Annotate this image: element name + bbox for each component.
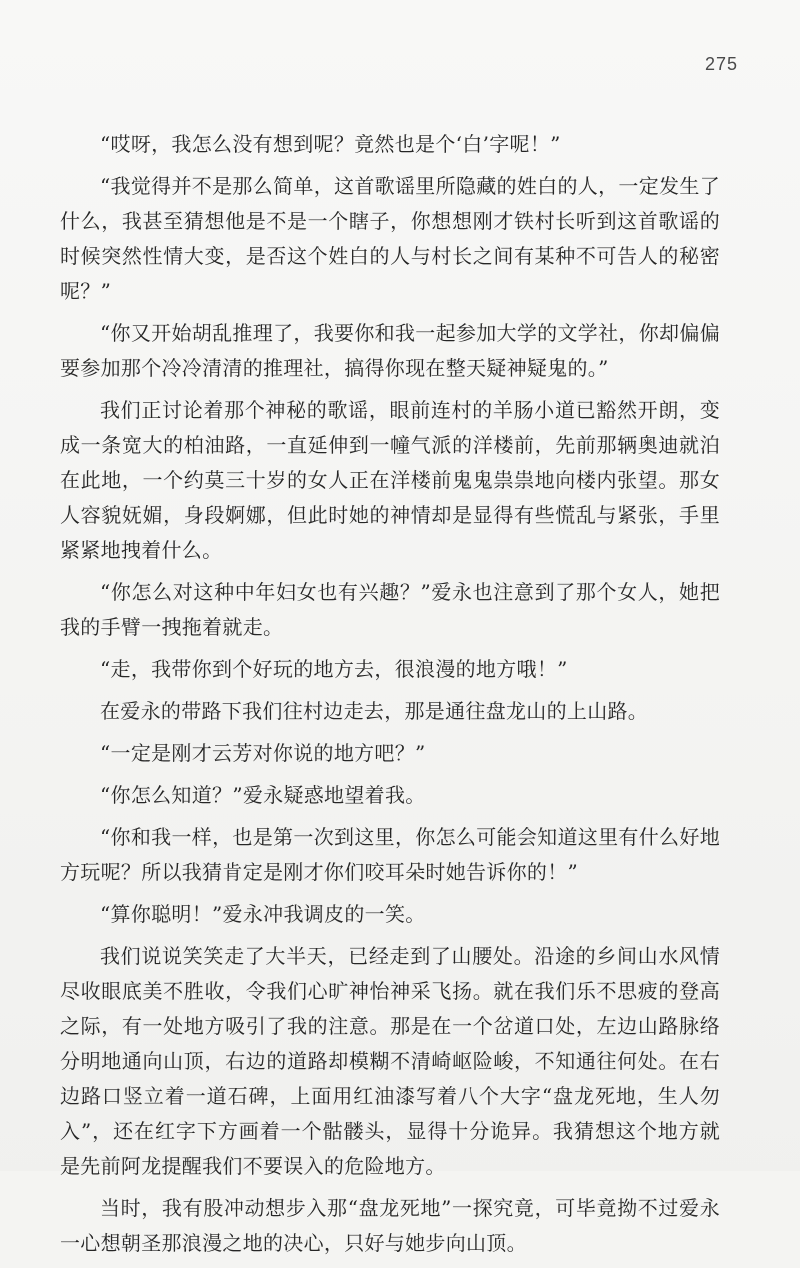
paragraph: “你又开始胡乱推理了，我要你和我一起参加大学的文学社，你却偏偏要参加那个冷冷清清的推理社，搞得你现在整天疑神疑鬼的。”: [60, 321, 720, 380]
paragraph: “我觉得并不是那么简单，这首歌谣里所隐藏的姓白的人，一定发生了什么，我甚至猜想他是不是一个瞎子，你想想刚才铁村长听到这首歌谣的时候突然性情大变，是否这个姓白的人与村长之间有某种不可告人的秘密呢？”: [60, 174, 720, 303]
paragraph: “你怎么知道？”爱永疑惑地望着我。: [100, 783, 426, 807]
paragraph: “一定是刚才云芳对你说的地方吧？”: [100, 741, 426, 765]
paragraph: 在爱永的带路下我们往村边走去，那是通往盘龙山的上山路。: [100, 699, 649, 723]
paragraph: “哎呀，我怎么没有想到呢？竟然也是个‘白’字呢！”: [100, 132, 561, 156]
paragraph: 当时，我有股冲动想步入那“盘龙死地”一探究竟，可毕竟拗不过爱永一心想朝圣那浪漫之地的决心，只好与她步向山顶。: [60, 1196, 720, 1255]
page-number: 275: [704, 54, 738, 74]
paragraph: 我们说说笑笑走了大半天，已经走到了山腰处。沿途的乡间山水风情尽收眼底美不胜收，令我们心旷神怡神采飞扬。就在我们乐不思疲的登高之际，有一处地方吸引了我的注意。那是在一个岔道口处，左边山路脉络分明地通向山顶，右边的道路却模糊不清崎岖险峻，不知通往何处。在右边路口竖立着一道石碑，上面用红油漆写着八个大字“盘龙死地，生人勿入”，还在红字下方画着一个骷髅头，显得十分诡异。我猜想这个地方就是先前阿龙提醒我们不要误入的危险地方。: [60, 944, 720, 1178]
paragraph: “算你聪明！”爱永冲我调皮的一笑。: [100, 902, 426, 926]
paragraph: “你和我一样，也是第一次到这里，你怎么可能会知道这里有什么好地方玩呢？所以我猜肯定是刚才你们咬耳朵时她告诉你的！”: [60, 825, 720, 884]
paragraph: 我们正讨论着那个神秘的歌谣，眼前连村的羊肠小道已豁然开朗，变成一条宽大的柏油路，一直延伸到一幢气派的洋楼前，先前那辆奥迪就泊在此地，一个约莫三十岁的女人正在洋楼前鬼鬼祟祟地向楼内张望。那女人容貌妩媚，身段婀娜，但此时她的神情却是显得有些慌乱与紧张，手里紧紧地拽着什么。: [60, 398, 720, 562]
page-body: [60, 127, 720, 1268]
paragraph: “你怎么对这种中年妇女也有兴趣？”爱永也注意到了那个女人，她把我的手臂一拽拖着就走。: [60, 580, 720, 639]
paragraph: “走，我带你到个好玩的地方去，很浪漫的地方哦！”: [100, 657, 568, 681]
